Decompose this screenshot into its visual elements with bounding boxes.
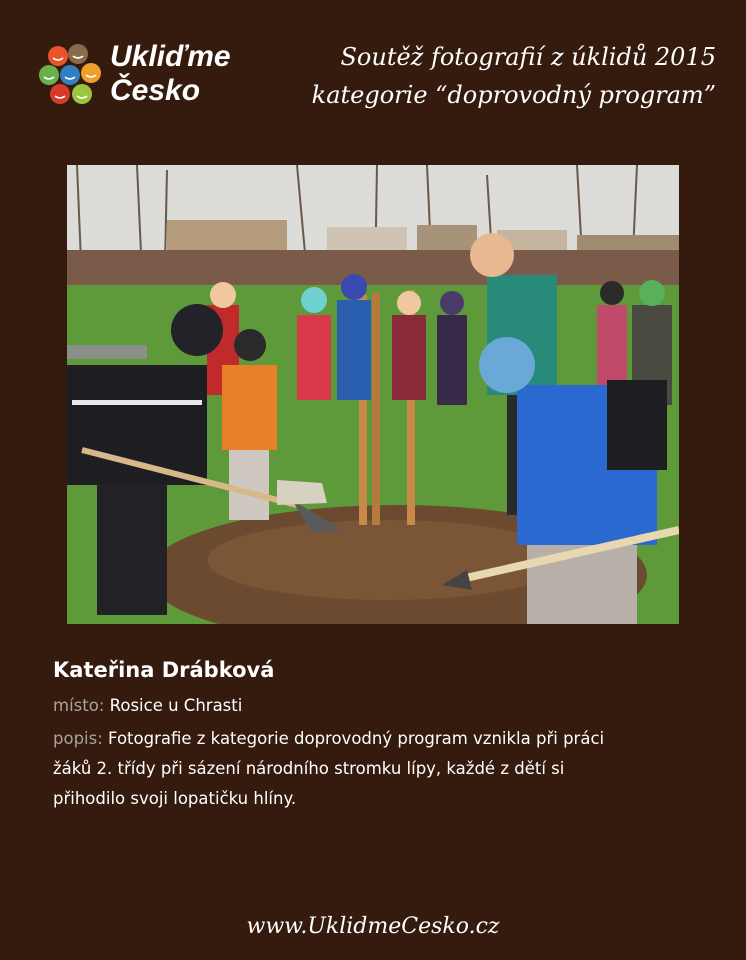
footer-url[interactable]: www.UklidmeCesko.cz <box>246 914 500 939</box>
logo-line-1: Ukliďme <box>110 40 231 73</box>
header-title-line-2: kategorie “doprovodný program” <box>311 81 716 109</box>
header-title <box>312 38 716 114</box>
description-row <box>53 724 613 814</box>
description-value: Fotografie z kategorie doprovodný program vznikla při práci žáků 2. třídy při sázení národního stromku lípy, každé z dětí si přihodilo svoji lopatičku hlíny. <box>53 729 605 808</box>
header-title-line-1: Soutěž fotografií z úklidů 2015 <box>340 43 716 71</box>
description-label: popis: <box>53 729 103 748</box>
place-label: místo: <box>53 696 105 715</box>
place-value: Rosice u Chrasti <box>109 696 243 715</box>
logo-text <box>110 40 231 108</box>
photo <box>67 165 679 624</box>
author-name: Kateřina Drábková <box>53 658 275 682</box>
logo-icon <box>38 42 104 108</box>
logo-line-2: Česko <box>110 74 201 107</box>
place-row <box>53 694 242 718</box>
